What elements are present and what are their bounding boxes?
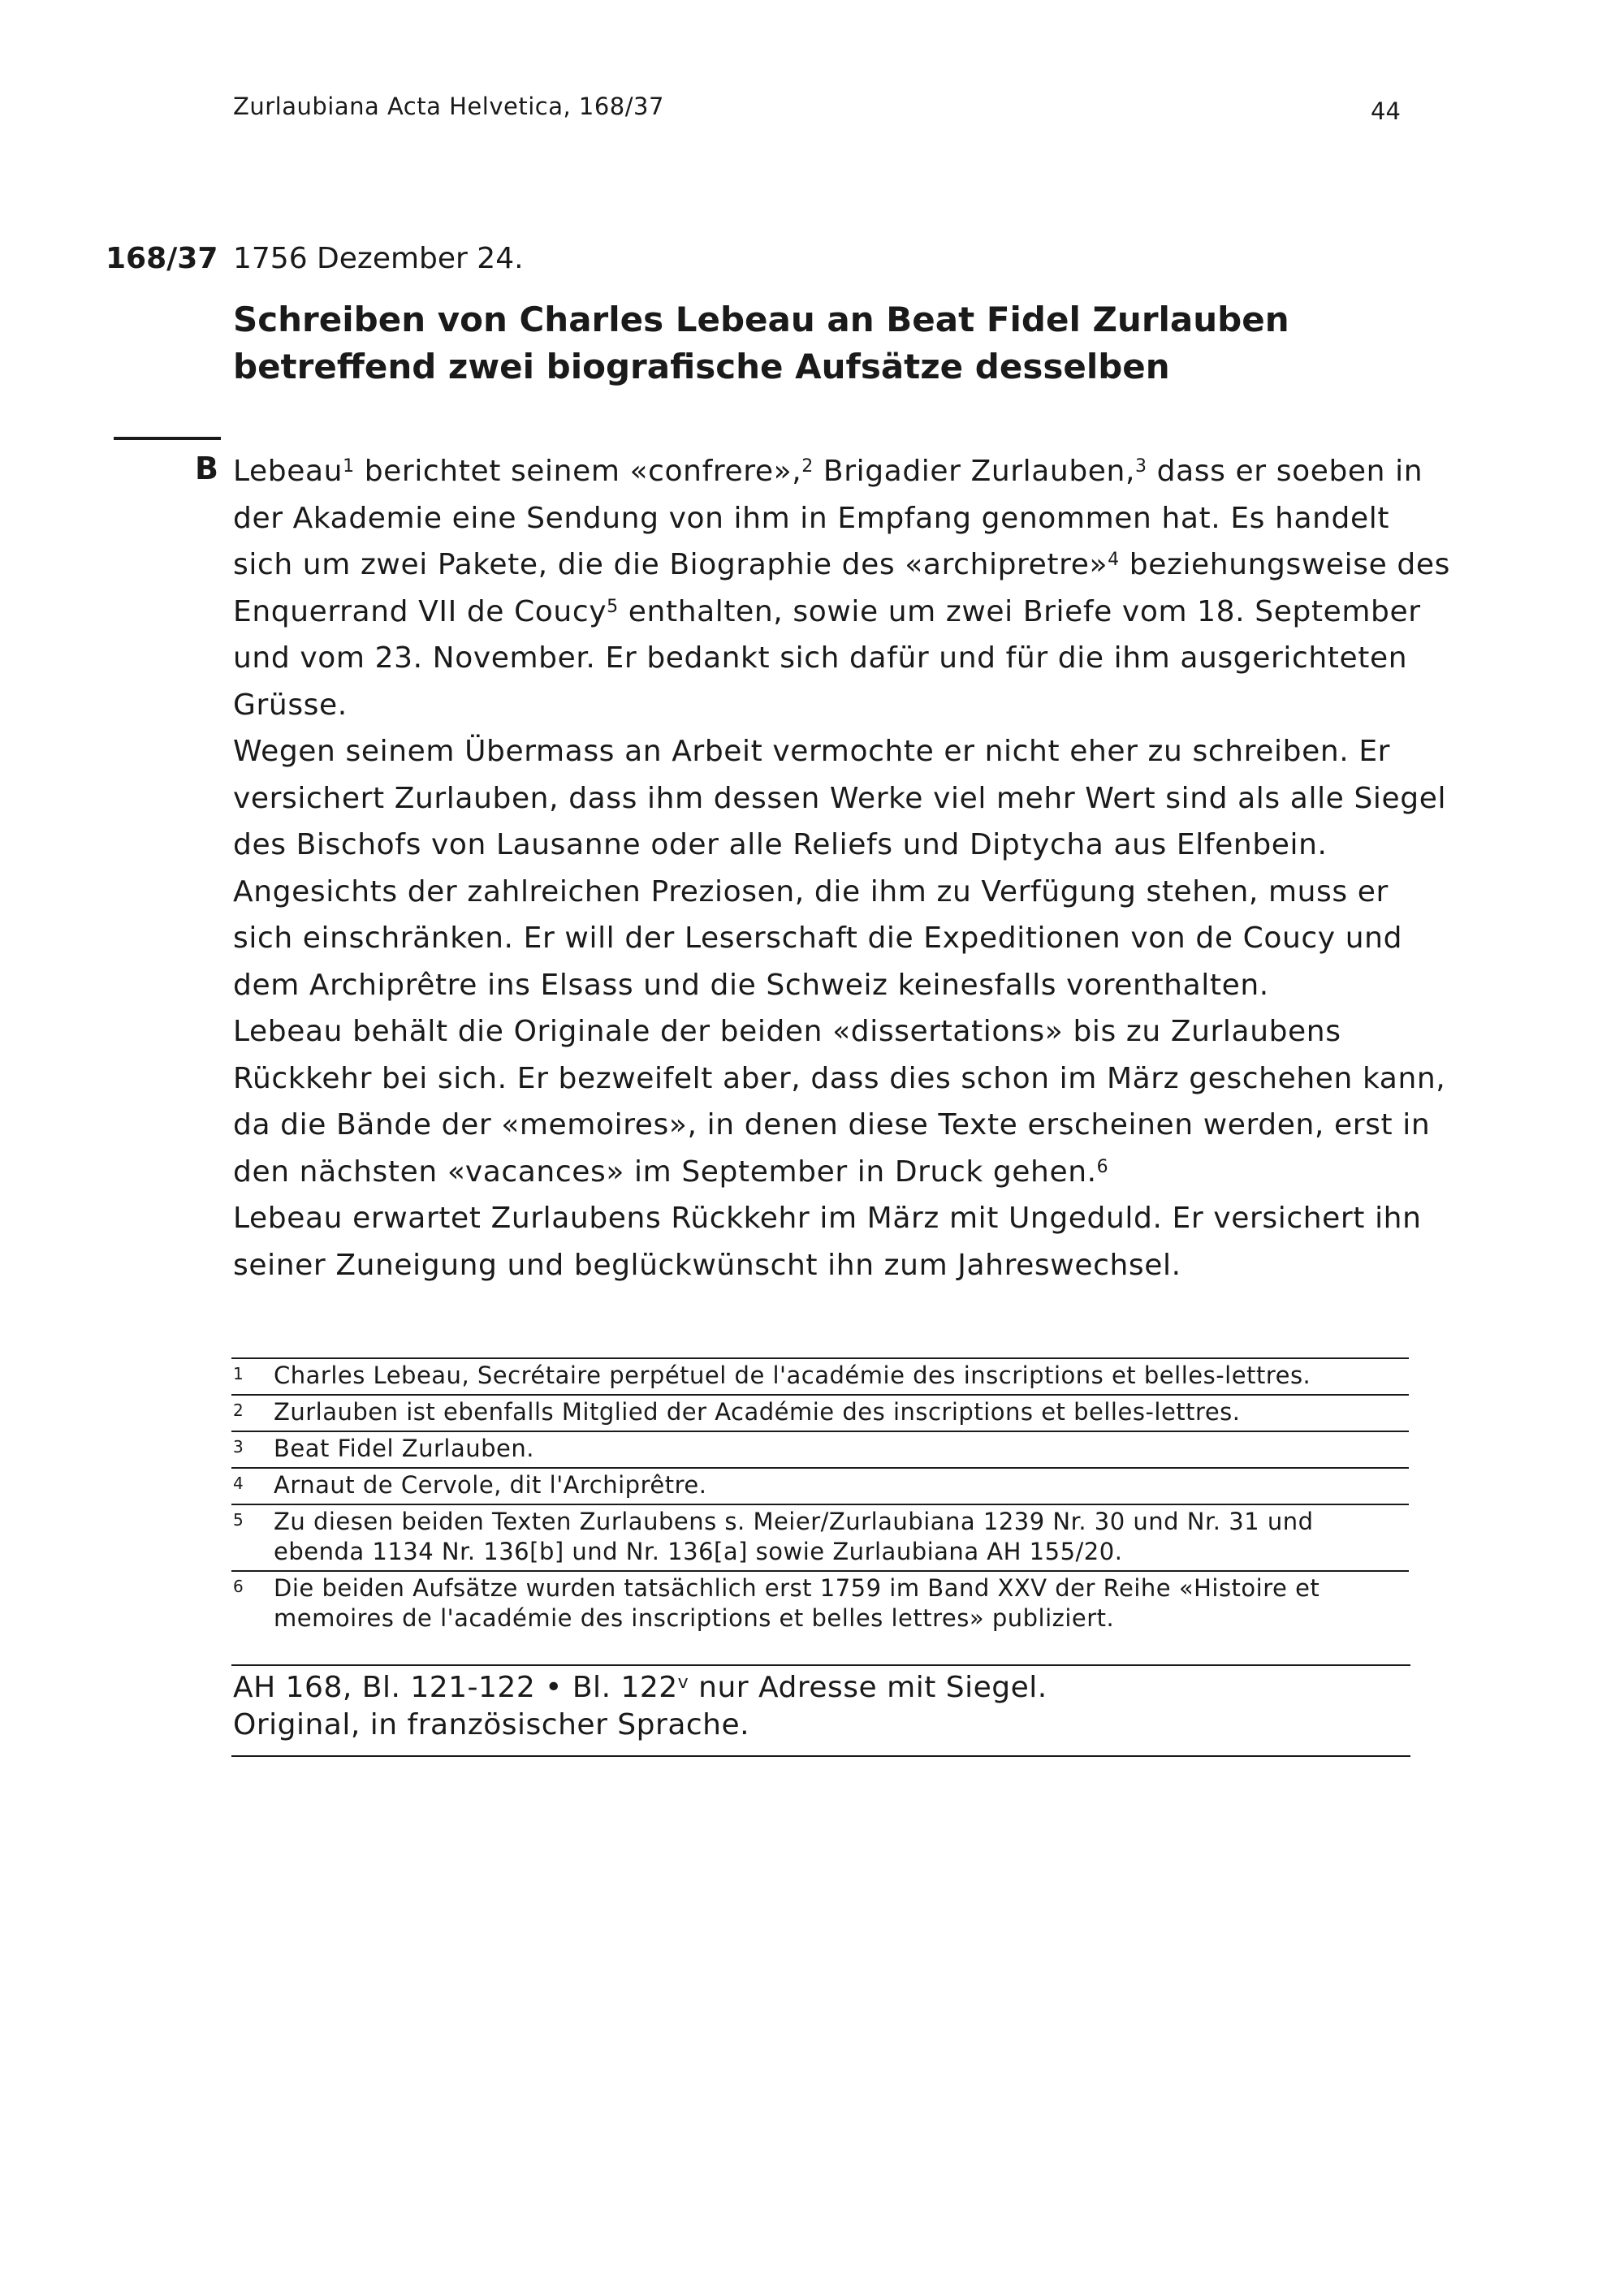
document-title [233, 296, 1427, 391]
footnote [231, 1394, 1409, 1431]
footnote [231, 1570, 1409, 1637]
document-number: 168/37 [106, 242, 218, 275]
summary-line [233, 915, 1427, 962]
summary-line [233, 589, 1427, 636]
page-number: 44 [1371, 97, 1401, 125]
footnote-number: 3 [233, 1437, 244, 1457]
source-line: Original, in französischer Sprache. [233, 1708, 750, 1741]
summary-line [233, 869, 1427, 916]
footnote-line: Beat Fidel Zurlauben. [274, 1435, 534, 1462]
summary-text-segment: Lebeau erwartet Zurlaubens Rückkehr im März mit Ungeduld. Er versichert ihn [233, 1202, 1422, 1235]
footnote-ref: 1 [343, 456, 355, 477]
summary-text-segment: Lebeau [233, 455, 343, 488]
footnote-line: Charles Lebeau, Secrétaire perpétuel de l'académie des inscriptions et belles-lettres. [274, 1362, 1311, 1389]
footnote [231, 1357, 1409, 1394]
footnotes [231, 1357, 1409, 1637]
footnote-text [274, 1470, 1409, 1500]
summary-text-segment: Enquerrand VII de Coucy [233, 594, 607, 628]
footnote [231, 1504, 1409, 1570]
summary-text-segment: Lebeau behält die Originale der beiden «dissertations» bis zu Zurlaubens [233, 1015, 1341, 1048]
footnote-text [274, 1434, 1409, 1464]
document-title-line: Schreiben von Charles Lebeau an Beat Fidel Zurlauben [233, 300, 1289, 339]
summary-line [233, 542, 1450, 589]
summary-line [233, 822, 1427, 869]
summary-text-segment: Rückkehr bei sich. Er bezweifelt aber, dass dies schon im März geschehen kann, [233, 1061, 1446, 1095]
footnote [231, 1431, 1409, 1467]
footnote-number: 2 [233, 1400, 244, 1420]
document-title-line: betreffend zwei biografische Aufsätze desselben [233, 347, 1170, 386]
source-line [233, 1669, 1410, 1707]
summary-text-segment: sich um zwei Pakete, die die Biographie des «archipretre» [233, 548, 1108, 581]
summary-text-segment: Brigadier Zurlauben, [813, 455, 1135, 488]
footnote-line: Die beiden Aufsätze wurden tatsächlich erst 1759 im Band XXV der Reihe «Histoire et [274, 1574, 1320, 1602]
summary-text-segment: beziehungsweise des [1119, 548, 1450, 581]
summary-line [233, 635, 1427, 682]
summary-text-segment: seiner Zuneigung und beglückwünscht ihn zum Jahreswechsel. [233, 1248, 1181, 1282]
summary-text-segment: sich einschränken. Er will der Leserschaft die Expeditionen von de Coucy und [233, 921, 1403, 955]
summary-line [233, 1008, 1427, 1055]
footnote-ref: 4 [1108, 550, 1120, 570]
footnote-ref: 6 [1096, 1156, 1109, 1177]
footnote-text [274, 1507, 1409, 1567]
source-note [231, 1664, 1410, 1757]
footnote-line: memoires de l'académie des inscriptions et belles lettres» publiziert. [274, 1604, 1115, 1632]
summary-line [233, 448, 1427, 495]
footnote-number: 6 [233, 1577, 244, 1596]
summary-text-segment: Wegen seinem Übermass an Arbeit vermochte er nicht eher zu schreiben. Er [233, 735, 1391, 768]
summary-text-segment: des Bischofs von Lausanne oder alle Reliefs und Diptycha aus Elfenbein. [233, 828, 1328, 861]
summary-text-segment: enthalten, sowie um zwei Briefe vom 18. September [618, 594, 1421, 628]
footnote-text [274, 1397, 1409, 1427]
running-title: Zurlaubiana Acta Helvetica, 168/37 [233, 93, 664, 120]
source-line-text: AH 168, Bl. 121-122 • Bl. 122 [233, 1671, 678, 1704]
superscript: v [677, 1672, 689, 1693]
summary-text-segment: dass er soeben in [1147, 455, 1423, 488]
summary-line [233, 682, 1427, 729]
footnote-ref: 3 [1135, 456, 1147, 477]
footnote-number: 4 [233, 1474, 244, 1493]
document-date: 1756 Dezember 24. [233, 242, 524, 275]
footnote-line: Zurlauben ist ebenfalls Mitglied der Académie des inscriptions et belles-lettres. [274, 1398, 1241, 1426]
section-marker: B [195, 451, 218, 486]
footnote-line: Zu diesen beiden Texten Zurlaubens s. Meier/Zurlaubiana 1239 Nr. 30 und Nr. 31 und [274, 1508, 1314, 1535]
footnote-line: Arnaut de Cervole, dit l'Archiprêtre. [274, 1471, 707, 1499]
summary-line [233, 775, 1447, 822]
section-divider [114, 437, 221, 440]
footnote-ref: 5 [607, 596, 619, 617]
summary-text-segment: der Akademie eine Sendung von ihm in Empfang genommen hat. Es handelt [233, 501, 1390, 535]
summary-text-segment: Grüsse. [233, 688, 348, 722]
summary-line [233, 1195, 1427, 1242]
summary-line [233, 1242, 1427, 1289]
footnote-text [274, 1573, 1409, 1634]
summary-line [233, 1102, 1431, 1149]
summary-text-segment: Angesichts der zahlreichen Preziosen, die ihm zu Verfügung stehen, muss er [233, 874, 1389, 908]
footnote-line: ebenda 1134 Nr. 136[b] und Nr. 136[a] sowie Zurlaubiana AH 155/20. [274, 1538, 1123, 1565]
footnote-number: 1 [233, 1364, 244, 1383]
summary-text-segment: dem Archiprêtre ins Elsass und die Schweiz keinesfalls vorenthalten. [233, 968, 1269, 1002]
footnote-number: 5 [233, 1510, 244, 1530]
summary-text-segment: versichert Zurlauben, dass ihm dessen Werke viel mehr Wert sind als alle Siegel [233, 781, 1447, 815]
summary-line [233, 962, 1427, 1009]
footnote-text [274, 1361, 1409, 1391]
footnote [231, 1467, 1409, 1504]
summary-line [233, 1055, 1446, 1103]
summary-text-segment: da die Bände der «memoires», in denen diese Texte erscheinen werden, erst in [233, 1108, 1431, 1142]
summary-line [233, 728, 1427, 775]
source-line-text: nur Adresse mit Siegel. [689, 1671, 1047, 1704]
summary-text [233, 448, 1450, 1288]
summary-line [233, 1149, 1427, 1196]
footnote-ref: 2 [801, 456, 814, 477]
summary-text-segment: berichtet seinem «confrere», [354, 455, 802, 488]
summary-text-segment: den nächsten «vacances» im September in Druck gehen. [233, 1154, 1097, 1189]
summary-text-segment: und vom 23. November. Er bedankt sich dafür und für die ihm ausgerichteten [233, 641, 1408, 675]
summary-line [233, 495, 1427, 542]
